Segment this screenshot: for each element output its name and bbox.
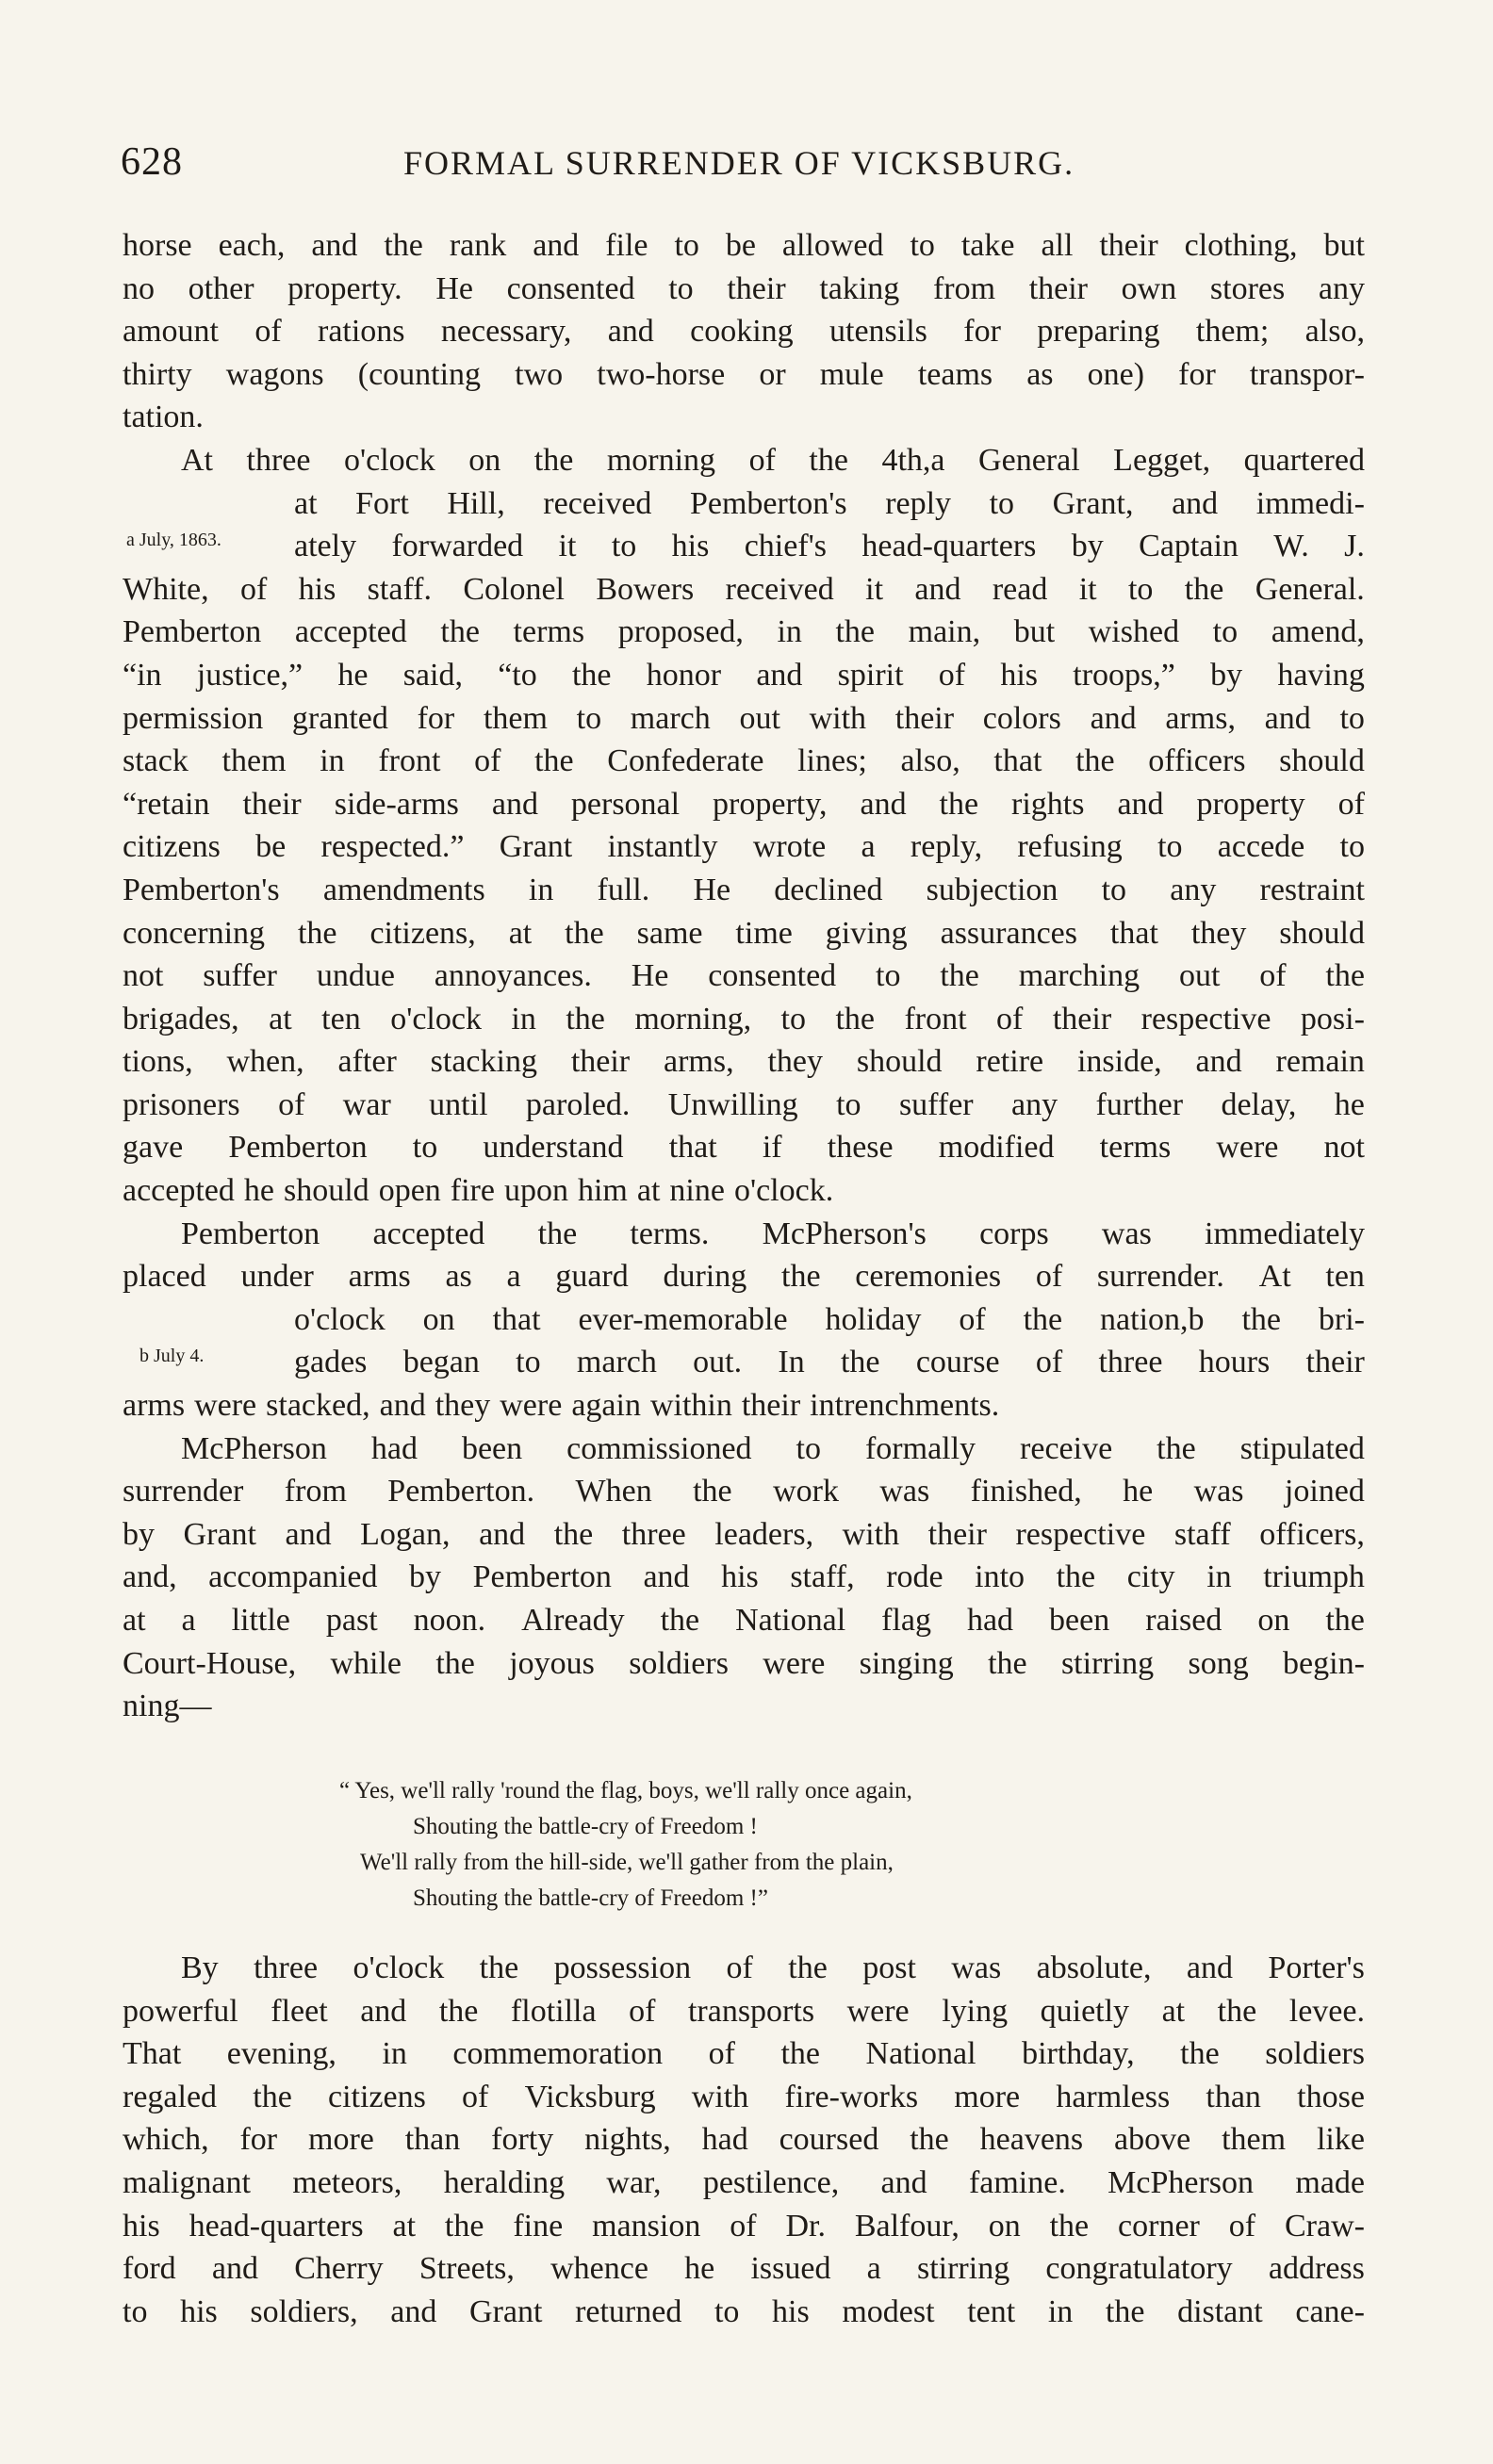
text-line: thirty wagons (counting two two-horse or mule teams as one) for transpor- [123,356,1365,392]
text-line: surrender from Pemberton. When the work was finished, he was joined [123,1474,1365,1509]
main-text [123,224,1365,1728]
text-line: ately forwarded it to his chief's head-quarters by Captain W. J. [294,529,1365,564]
text-line: stack them in front of the Confederate lines; also, that the officers should [123,743,1365,779]
text-line: brigades, at ten o'clock in the morning, to the front of their respective posi- [123,1001,1365,1036]
margin-note-date-2: b July 4. [139,1346,205,1366]
text-line: Pemberton accepted the terms proposed, in the main, but wished to amend, [123,614,1365,650]
text-line: no other property. He consented to their taking from their own stores any [123,270,1365,306]
poem-line: “ Yes, we'll rally 'round the flag, boys, we'll rally once again, [339,1778,912,1803]
text-line: placed under arms as a guard during the ceremonies of surrender. At ten [123,1259,1365,1295]
text-line: to his soldiers, and Grant returned to his modest tent in the distant cane- [123,2293,1365,2329]
text-line: which, for more than forty nights, had coursed the heavens above them like [123,2122,1365,2158]
text-line: accepted he should open fire upon him at nine o'clock. [123,1173,834,1209]
text-line: Pemberton's amendments in full. He declined subjection to any restraint [123,872,1365,907]
text-line: citizens be respected.” Grant instantly wrote a reply, refusing to accede to [123,829,1365,865]
text-line: horse each, and the rank and file to be allowed to take all their clothing, but [123,228,1365,263]
text-line: malignant meteors, heralding war, pestilence, and famine. McPherson made [123,2164,1365,2200]
text-line: That evening, in commemoration of the National birthday, the soldiers [123,2036,1365,2072]
text-line: Court-House, while the joyous soldiers were singing the stirring song begin- [123,1645,1365,1681]
text-line: amount of rations necessary, and cooking utensils for preparing them; also, [123,314,1365,350]
page-number: 628 [121,140,183,184]
text-line: arms were stacked, and they were again within their intrenchments. [123,1388,1000,1424]
text-line: at Fort Hill, received Pemberton's reply to Grant, and immedi- [294,485,1365,521]
poem-line: Shouting the battle-cry of Freedom ! [413,1814,758,1839]
text-line: ford and Cherry Streets, whence he issued a stirring congratulatory address [123,2251,1365,2287]
text-line: gave Pemberton to understand that if these modified terms were not [123,1130,1365,1166]
text-line: By three o'clock the possession of the post was absolute, and Porter's [181,1950,1365,1985]
text-line: concerning the citizens, at the same time giving assurances that they should [123,915,1365,951]
text-line: At three o'clock on the morning of the 4th,a General Legget, quartered [181,442,1365,478]
text-line: not suffer undue annoyances. He consented to the marching out of the [123,958,1365,994]
text-line: tation. [123,400,204,435]
text-line: permission granted for them to march out with their colors and arms, and to [123,700,1365,736]
poem-line: Shouting the battle-cry of Freedom !” [413,1885,768,1911]
text-line: Pemberton accepted the terms. McPherson's corps was immediately [181,1216,1365,1251]
text-line: and, accompanied by Pemberton and his staff, rode into the city in triumph [123,1559,1365,1595]
text-line: gades began to march out. In the course of three hours their [294,1345,1365,1380]
text-line: “retain their side-arms and personal property, and the rights and property of [123,786,1365,822]
text-line: at a little past noon. Already the National flag had been raised on the [123,1603,1365,1638]
poem-quotation [339,1773,1188,1917]
text-line: White, of his staff. Colonel Bowers received it and read it to the General. [123,571,1365,607]
page-header [121,139,1365,196]
text-line: powerful fleet and the flotilla of transports were lying quietly at the levee. [123,1993,1365,2029]
text-line: his head-quarters at the fine mansion of Dr. Balfour, on the corner of Craw- [123,2208,1365,2244]
text-line: o'clock on that ever-memorable holiday of the nation,b the bri- [294,1301,1365,1337]
closing-paragraph [123,1947,1365,2333]
text-line: by Grant and Logan, and the three leaders, with their respective staff officers, [123,1516,1365,1552]
poem-line: We'll rally from the hill-side, we'll gather from the plain, [360,1850,894,1875]
text-line: “in justice,” he said, “to the honor and spirit of his troops,” by having [123,657,1365,693]
text-line: ning— [123,1689,212,1724]
running-title: FORMAL SURRENDER OF VICKSBURG. [403,144,1075,182]
margin-note-date-1: a July, 1863. [126,530,221,550]
text-line: prisoners of war until paroled. Unwilling to suffer any further delay, he [123,1086,1365,1122]
text-line: regaled the citizens of Vicksburg with fire-works more harmless than those [123,2079,1365,2114]
text-line: tions, when, after stacking their arms, they should retire inside, and remain [123,1044,1365,1080]
text-line: McPherson had been commissioned to formally receive the stipulated [181,1430,1365,1466]
